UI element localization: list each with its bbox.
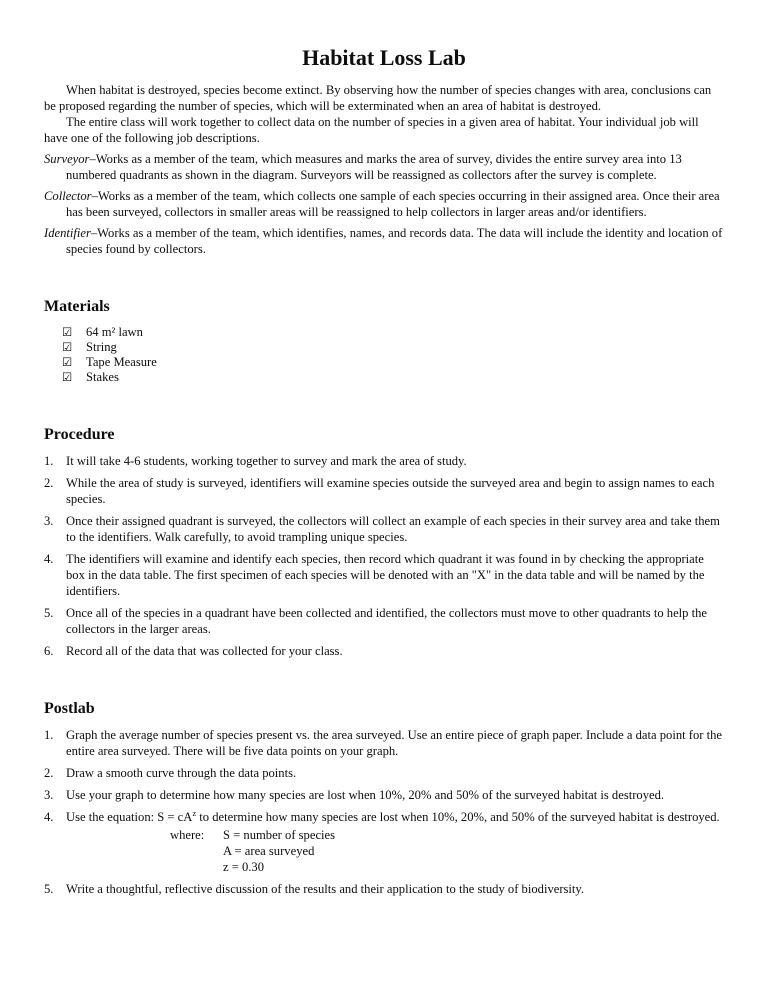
step-number: 2.	[44, 476, 54, 490]
checked-checkbox-icon: ☑	[62, 370, 73, 384]
procedure-step	[44, 551, 724, 599]
step-number: 4.	[44, 810, 54, 824]
intro-paragraph-2: The entire class will work together to collect data on the number of species in a given area of habitat. Your individual job will have one of the following job descriptions.	[44, 115, 699, 145]
step-number: 4.	[44, 552, 54, 566]
step-text: Draw a smooth curve through the data points.	[66, 766, 297, 780]
material-label: String	[86, 340, 117, 354]
job-description-text: –Works as a member of the team, which identifies, names, and records data. The data will include the identity and location of species found by collectors.	[66, 226, 723, 256]
step-number: 3.	[44, 514, 54, 528]
material-label: Tape Measure	[86, 355, 157, 369]
step-text: While the area of study is surveyed, identifiers will examine species outside the surveyed area and begin to assign names to each species.	[66, 476, 715, 506]
job-collector	[44, 188, 724, 220]
step-number: 2.	[44, 766, 54, 780]
material-label: Stakes	[86, 370, 119, 384]
postlab-heading: Postlab	[44, 700, 95, 717]
procedure-step	[44, 513, 724, 545]
step-text: It will take 4-6 students, working together to survey and mark the area of study.	[66, 454, 467, 468]
step-text: Use your graph to determine how many species are lost when 10%, 20% and 50% of the surveyed habitat is destroyed.	[66, 788, 665, 802]
job-role-label: Collector	[44, 189, 92, 203]
equation-exponent: z	[192, 807, 197, 818]
postlab-step	[44, 881, 724, 897]
step-number: 1.	[44, 728, 54, 742]
step-number: 3.	[44, 788, 54, 802]
step-text: Once their assigned quadrant is surveyed, the collectors will collect an example of each species in their survey area and take them to the identifiers. Walk carefully, to avoid trampling unique species.	[66, 514, 720, 544]
material-label: 64 m² lawn	[86, 325, 143, 339]
job-description-text: –Works as a member of the team, which collects one sample of each species occurring in their assigned area. Once their area has been surveyed, collectors in smaller areas will be reassigned to help collectors in larger areas and/or identifiers.	[66, 189, 720, 219]
list-item	[62, 325, 724, 340]
where-definitions	[223, 827, 335, 875]
equation-suffix: to determine how many species are lost when 10%, 20%, and 50% of the surveyed habitat is destroyed.	[196, 810, 720, 824]
step-number: 1.	[44, 454, 54, 468]
job-role-label: Identifier	[44, 226, 91, 240]
page-title: Habitat Loss Lab	[302, 45, 466, 70]
list-item	[62, 355, 724, 370]
equation-sentence	[66, 809, 724, 825]
step-body	[66, 809, 724, 875]
step-text: Record all of the data that was collected for your class.	[66, 644, 343, 658]
equation-where-block	[170, 827, 724, 875]
procedure-step	[44, 643, 724, 659]
step-number: 5.	[44, 606, 54, 620]
step-text: Once all of the species in a quadrant have been collected and identified, the collectors must move to other quadrants to help the collectors in the larger areas.	[66, 606, 708, 636]
step-number: 6.	[44, 644, 54, 658]
step-text: Graph the average number of species present vs. the area surveyed. Use an entire piece of graph paper. Include a data point for the entire area surveyed. There will be five data points on your graph.	[66, 728, 722, 758]
list-item	[62, 340, 724, 355]
intro-paragraph-1: When habitat is destroyed, species become extinct. By observing how the number of species changes with area, conclusions can be proposed regarding the number of species, which will be exterminated when an area of habitat is destroyed.	[44, 83, 712, 113]
postlab-step-equation	[44, 809, 724, 875]
step-text: The identifiers will examine and identify each species, then record which quadrant it was found in by checking the appropriate box in the data table. The first specimen of each species will be denoted with an "X" in the data table and will be named by the identifiers.	[66, 552, 705, 598]
job-description-text: –Works as a member of the team, which measures and marks the area of survey, divides the entire survey area into 13 numbered quadrants as shown in the diagram. Surveyors will be reassigned as collectors after the survey is complete.	[66, 152, 682, 182]
postlab-step	[44, 765, 724, 781]
procedure-list	[44, 453, 724, 659]
procedure-heading: Procedure	[44, 426, 115, 443]
checked-checkbox-icon: ☑	[62, 355, 73, 369]
step-text: Write a thoughtful, reflective discussion of the results and their application to the study of biodiversity.	[66, 882, 585, 896]
checked-checkbox-icon: ☑	[62, 340, 73, 354]
step-number: 5.	[44, 882, 54, 896]
materials-checklist	[62, 325, 724, 385]
procedure-step	[44, 475, 724, 507]
materials-heading: Materials	[44, 298, 110, 315]
where-definition: S = number of species	[223, 828, 336, 842]
checked-checkbox-icon: ☑	[62, 325, 73, 339]
job-descriptions	[44, 151, 724, 257]
postlab-list	[44, 727, 724, 897]
job-identifier	[44, 225, 724, 257]
postlab-step	[44, 787, 724, 803]
procedure-step	[44, 605, 724, 637]
job-role-label: Surveyor	[44, 152, 90, 166]
procedure-step	[44, 453, 724, 469]
where-label: where:	[170, 828, 205, 842]
where-definition: A = area surveyed	[223, 844, 315, 858]
equation-prefix: Use the equation: S = cA	[66, 810, 193, 824]
list-item	[62, 370, 724, 385]
postlab-step	[44, 727, 724, 759]
job-surveyor	[44, 151, 724, 183]
where-definition: z = 0.30	[223, 860, 265, 874]
